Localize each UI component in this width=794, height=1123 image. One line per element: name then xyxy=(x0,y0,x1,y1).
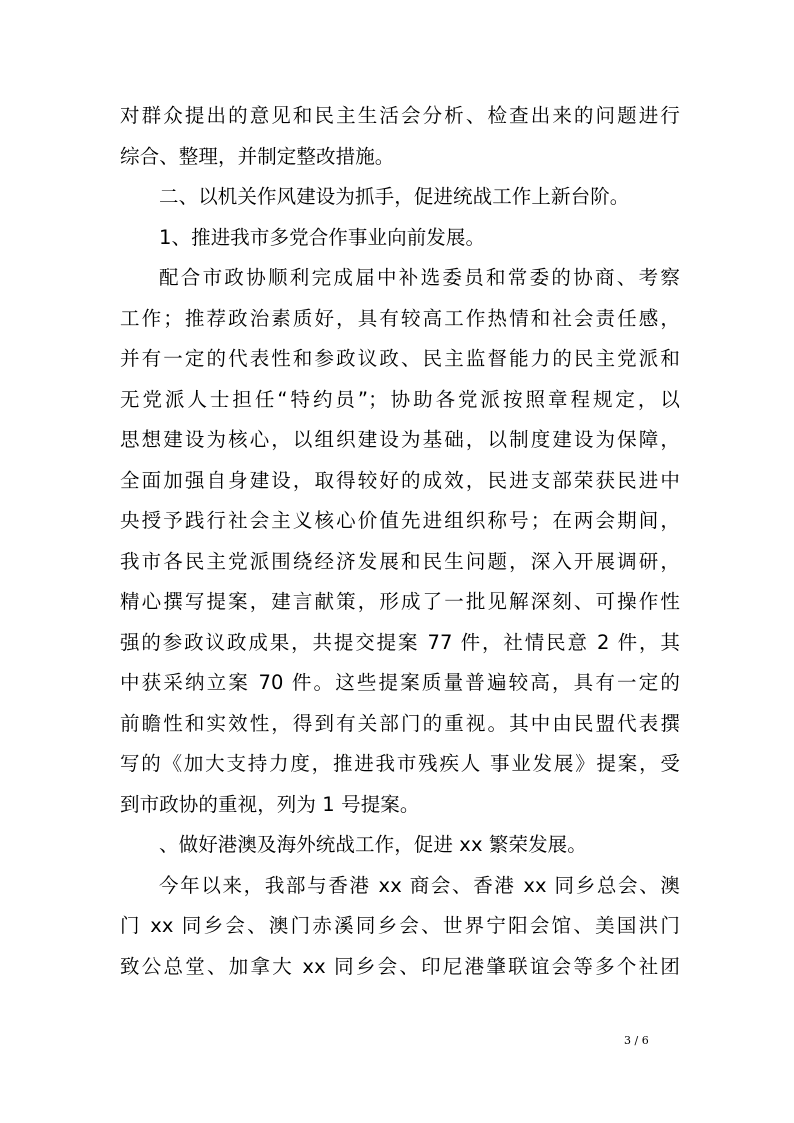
text-line: 前瞻性和实效性，得到有关部门的重视。其中由民盟代表撰 xyxy=(120,711,680,735)
text-line: 精心撰写提案，建言献策，形成了一批见解深刻、可操作性 xyxy=(120,590,680,613)
body-text xyxy=(120,96,680,987)
text-line: 无党派人士担任“特约员”；协助各党派按照章程规定，以 xyxy=(120,387,680,411)
text-line: 我市各民主党派围绕经济发展和民生问题，深入开展调研， xyxy=(120,549,680,573)
text-line: 配合市政协顺利完成届中补选委员和常委的协商、考察 xyxy=(159,266,680,289)
text-line: 思想建设为核心，以组织建设为基础，以制度建设为保障， xyxy=(120,428,680,451)
text-line: 对群众提出的意见和民主生活会分析、检查出来的问题进行 xyxy=(120,104,680,127)
text-line: 、做好港澳及海外统战工作，促进 xx 繁荣发展。 xyxy=(159,833,587,856)
text-line: 央授予践行社会主义核心价值先进组织称号；在两会期间， xyxy=(120,509,680,532)
text-line: 全面加强自身建设，取得较好的成效，民进支部荣获民进中 xyxy=(120,468,680,492)
text-line: 致公总堂、加拿大 xx 同乡会、印尼港肇联谊会等多个社团 xyxy=(120,954,680,978)
text-line: 到市政协的重视，列为 1 号提案。 xyxy=(120,792,420,816)
text-line: 工作；推荐政治素质好，具有较高工作热情和社会责任感， xyxy=(120,306,680,330)
text-line: 写的《加大支持力度，推进我市残疾人 事业发展》提案，受 xyxy=(120,752,680,775)
text-line: 并有一定的代表性和参政议政、民主监督能力的民主党派和 xyxy=(120,347,680,370)
text-line: 今年以来，我部与香港 xx 商会、香港 xx 同乡总会、澳 xyxy=(159,873,680,897)
text-line: 综合、整理，并制定整改措施。 xyxy=(120,144,395,168)
text-line: 门 xx 同乡会、澳门赤溪同乡会、世界宁阳会馆、美国洪门 xyxy=(120,914,680,937)
text-line: 强的参政议政成果，共提交提案 77 件，社情民意 2 件，其 xyxy=(120,630,680,654)
text-line: 中获采纳立案 70 件。这些提案质量普遍较高，具有一定的 xyxy=(120,671,680,694)
text-line: 二、以机关作风建设为抓手，促进统战工作上新台阶。 xyxy=(159,185,630,208)
page-number: 3 / 6 xyxy=(624,1034,649,1047)
text-line: 1、推进我市多党合作事业向前发展。 xyxy=(159,225,486,249)
